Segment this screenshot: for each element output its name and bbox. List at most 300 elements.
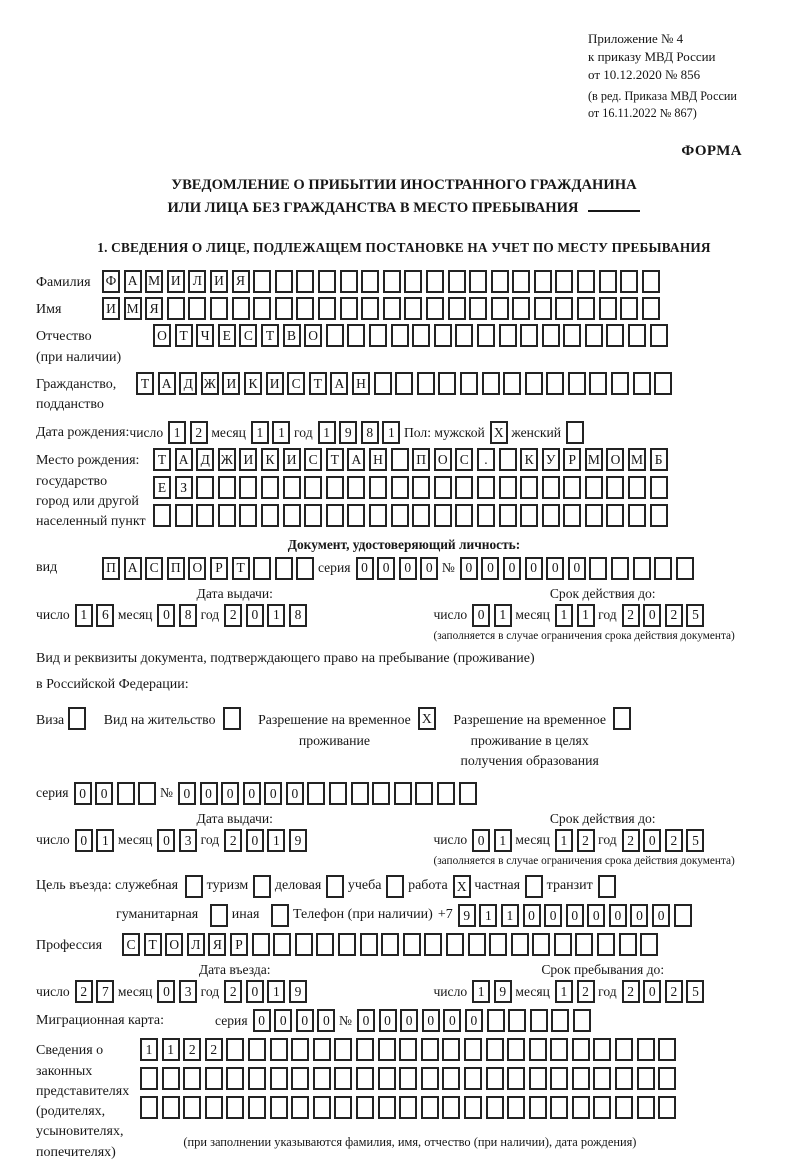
char-box[interactable]	[551, 1009, 569, 1032]
char-box[interactable]	[399, 1096, 417, 1119]
char-box[interactable]	[378, 1067, 396, 1090]
char-box[interactable]	[291, 1067, 309, 1090]
char-box[interactable]	[620, 297, 638, 320]
char-box[interactable]	[637, 1067, 655, 1090]
private-checkbox[interactable]	[525, 875, 543, 898]
char-box[interactable]	[347, 324, 365, 347]
char-box[interactable]	[340, 297, 358, 320]
char-box[interactable]	[534, 270, 552, 293]
char-box[interactable]	[340, 270, 358, 293]
char-box[interactable]	[412, 504, 430, 527]
char-box[interactable]	[417, 372, 435, 395]
char-box[interactable]: 0	[356, 557, 374, 580]
char-box[interactable]	[226, 1096, 244, 1119]
char-box[interactable]	[304, 476, 322, 499]
char-box[interactable]	[563, 476, 581, 499]
char-box[interactable]: 0	[243, 782, 261, 805]
char-box[interactable]: Е	[218, 324, 236, 347]
char-box[interactable]	[499, 448, 517, 471]
char-box[interactable]	[183, 1067, 201, 1090]
char-box[interactable]: 1	[96, 829, 114, 852]
char-box[interactable]	[628, 504, 646, 527]
char-box[interactable]	[550, 1096, 568, 1119]
study-checkbox[interactable]	[386, 875, 404, 898]
char-box[interactable]	[261, 476, 279, 499]
char-box[interactable]: Л	[188, 270, 206, 293]
official-checkbox[interactable]	[185, 875, 203, 898]
char-box[interactable]	[593, 1067, 611, 1090]
char-box[interactable]	[239, 476, 257, 499]
char-box[interactable]	[275, 270, 293, 293]
char-box[interactable]	[394, 782, 412, 805]
char-box[interactable]: 1	[318, 421, 336, 444]
char-box[interactable]: 0	[420, 557, 438, 580]
char-box[interactable]	[188, 297, 206, 320]
char-box[interactable]	[642, 270, 660, 293]
char-box[interactable]	[391, 324, 409, 347]
char-box[interactable]	[296, 270, 314, 293]
char-box[interactable]	[555, 297, 573, 320]
char-box[interactable]: 0	[422, 1009, 440, 1032]
char-box[interactable]: 0	[544, 904, 562, 927]
char-box[interactable]	[437, 782, 455, 805]
char-box[interactable]: 0	[246, 829, 264, 852]
char-box[interactable]: Т	[153, 448, 171, 471]
char-box[interactable]	[248, 1038, 266, 1061]
char-box[interactable]: 0	[587, 904, 605, 927]
char-box[interactable]: В	[283, 324, 301, 347]
char-box[interactable]: 2	[224, 829, 242, 852]
char-box[interactable]	[597, 933, 615, 956]
char-box[interactable]	[633, 372, 651, 395]
char-box[interactable]: 0	[221, 782, 239, 805]
char-box[interactable]	[658, 1067, 676, 1090]
char-box[interactable]: 9	[339, 421, 357, 444]
char-box[interactable]: 0	[200, 782, 218, 805]
char-box[interactable]: 0	[157, 604, 175, 627]
char-box[interactable]	[658, 1038, 676, 1061]
char-box[interactable]: Ч	[196, 324, 214, 347]
char-box[interactable]	[369, 324, 387, 347]
char-box[interactable]	[489, 933, 507, 956]
char-box[interactable]	[455, 324, 473, 347]
char-box[interactable]	[534, 297, 552, 320]
char-box[interactable]	[512, 270, 530, 293]
char-box[interactable]: Д	[179, 372, 197, 395]
char-box[interactable]	[658, 1096, 676, 1119]
char-box[interactable]	[650, 504, 668, 527]
char-box[interactable]	[611, 372, 629, 395]
char-box[interactable]	[542, 476, 560, 499]
char-box[interactable]	[585, 324, 603, 347]
char-box[interactable]	[491, 297, 509, 320]
char-box[interactable]	[507, 1067, 525, 1090]
transit-checkbox[interactable]	[598, 875, 616, 898]
char-box[interactable]	[248, 1067, 266, 1090]
char-box[interactable]	[356, 1067, 374, 1090]
char-box[interactable]	[378, 1038, 396, 1061]
char-box[interactable]	[253, 270, 271, 293]
char-box[interactable]: 0	[246, 604, 264, 627]
char-box[interactable]: О	[153, 324, 171, 347]
char-box[interactable]: 0	[643, 829, 661, 852]
char-box[interactable]	[226, 1067, 244, 1090]
char-box[interactable]	[383, 270, 401, 293]
char-box[interactable]: Р	[563, 448, 581, 471]
char-box[interactable]	[253, 297, 271, 320]
char-box[interactable]	[640, 933, 658, 956]
char-box[interactable]: П	[102, 557, 120, 580]
char-box[interactable]: 0	[460, 557, 478, 580]
char-box[interactable]: М	[124, 297, 142, 320]
char-box[interactable]	[218, 476, 236, 499]
char-box[interactable]: Я	[145, 297, 163, 320]
char-box[interactable]: П	[167, 557, 185, 580]
char-box[interactable]	[412, 476, 430, 499]
edu-permit-checkbox[interactable]	[613, 707, 631, 730]
char-box[interactable]	[283, 476, 301, 499]
char-box[interactable]	[615, 1096, 633, 1119]
char-box[interactable]	[606, 324, 624, 347]
char-box[interactable]	[334, 1067, 352, 1090]
char-box[interactable]	[442, 1067, 460, 1090]
char-box[interactable]	[542, 504, 560, 527]
char-box[interactable]	[426, 297, 444, 320]
char-box[interactable]: О	[606, 448, 624, 471]
char-box[interactable]	[421, 1067, 439, 1090]
char-box[interactable]: Н	[352, 372, 370, 395]
char-box[interactable]	[391, 476, 409, 499]
char-box[interactable]: 0	[253, 1009, 271, 1032]
char-box[interactable]: 2	[75, 980, 93, 1003]
char-box[interactable]	[448, 270, 466, 293]
char-box[interactable]: К	[261, 448, 279, 471]
char-box[interactable]	[577, 270, 595, 293]
char-box[interactable]: С	[304, 448, 322, 471]
char-box[interactable]	[491, 270, 509, 293]
char-box[interactable]: .	[477, 448, 495, 471]
char-box[interactable]	[577, 297, 595, 320]
char-box[interactable]: 1	[501, 904, 519, 927]
char-box[interactable]	[529, 1067, 547, 1090]
tourism-checkbox[interactable]	[253, 875, 271, 898]
char-box[interactable]: Т	[175, 324, 193, 347]
char-box[interactable]	[554, 933, 572, 956]
char-box[interactable]	[589, 557, 607, 580]
char-box[interactable]	[283, 504, 301, 527]
char-box[interactable]	[572, 1038, 590, 1061]
char-box[interactable]: И	[239, 448, 257, 471]
char-box[interactable]: 0	[472, 604, 490, 627]
char-box[interactable]	[153, 504, 171, 527]
char-box[interactable]	[383, 297, 401, 320]
char-box[interactable]	[674, 904, 692, 927]
char-box[interactable]	[503, 372, 521, 395]
char-box[interactable]: 1	[267, 604, 285, 627]
char-box[interactable]: 1	[577, 604, 595, 627]
char-box[interactable]: Б	[650, 448, 668, 471]
char-box[interactable]	[628, 324, 646, 347]
char-box[interactable]: 1	[272, 421, 290, 444]
char-box[interactable]: 0	[643, 980, 661, 1003]
char-box[interactable]: 1	[251, 421, 269, 444]
char-box[interactable]: 0	[178, 782, 196, 805]
char-box[interactable]: 9	[458, 904, 476, 927]
char-box[interactable]	[529, 1096, 547, 1119]
char-box[interactable]	[563, 324, 581, 347]
residence-permit-checkbox[interactable]	[223, 707, 241, 730]
char-box[interactable]	[585, 476, 603, 499]
char-box[interactable]: 0	[95, 782, 113, 805]
char-box[interactable]: 0	[566, 904, 584, 927]
char-box[interactable]: 0	[546, 557, 564, 580]
business-checkbox[interactable]	[326, 875, 344, 898]
char-box[interactable]: А	[330, 372, 348, 395]
char-box[interactable]	[520, 324, 538, 347]
char-box[interactable]	[434, 476, 452, 499]
char-box[interactable]	[329, 782, 347, 805]
char-box[interactable]	[464, 1038, 482, 1061]
char-box[interactable]	[593, 1096, 611, 1119]
char-box[interactable]	[361, 270, 379, 293]
char-box[interactable]: 0	[630, 904, 648, 927]
char-box[interactable]	[448, 297, 466, 320]
char-box[interactable]: А	[175, 448, 193, 471]
char-box[interactable]: 1	[479, 904, 497, 927]
char-box[interactable]: 0	[652, 904, 670, 927]
char-box[interactable]: 1	[75, 604, 93, 627]
char-box[interactable]: 0	[317, 1009, 335, 1032]
char-box[interactable]	[196, 476, 214, 499]
char-box[interactable]	[469, 270, 487, 293]
char-box[interactable]: 2	[224, 604, 242, 627]
char-box[interactable]: 0	[481, 557, 499, 580]
char-box[interactable]: Т	[326, 448, 344, 471]
char-box[interactable]: 3	[179, 980, 197, 1003]
char-box[interactable]	[482, 372, 500, 395]
char-box[interactable]	[459, 782, 477, 805]
char-box[interactable]: У	[542, 448, 560, 471]
char-box[interactable]: 2	[622, 604, 640, 627]
char-box[interactable]	[477, 324, 495, 347]
char-box[interactable]	[183, 1096, 201, 1119]
char-box[interactable]	[507, 1038, 525, 1061]
char-box[interactable]	[542, 324, 560, 347]
char-box[interactable]: Я	[232, 270, 250, 293]
char-box[interactable]: 1	[267, 980, 285, 1003]
char-box[interactable]	[585, 504, 603, 527]
char-box[interactable]: К	[244, 372, 262, 395]
char-box[interactable]	[381, 933, 399, 956]
char-box[interactable]: И	[283, 448, 301, 471]
char-box[interactable]: 0	[609, 904, 627, 927]
char-box[interactable]	[296, 297, 314, 320]
char-box[interactable]: 1	[555, 829, 573, 852]
char-box[interactable]: И	[266, 372, 284, 395]
char-box[interactable]	[611, 557, 629, 580]
char-box[interactable]	[606, 504, 624, 527]
char-box[interactable]: 0	[643, 604, 661, 627]
char-box[interactable]: 0	[465, 1009, 483, 1032]
char-box[interactable]	[446, 933, 464, 956]
char-box[interactable]: Н	[369, 448, 387, 471]
char-box[interactable]	[232, 297, 250, 320]
char-box[interactable]	[499, 476, 517, 499]
char-box[interactable]	[391, 448, 409, 471]
char-box[interactable]	[326, 324, 344, 347]
char-box[interactable]	[347, 476, 365, 499]
char-box[interactable]	[140, 1067, 158, 1090]
char-box[interactable]	[615, 1067, 633, 1090]
char-box[interactable]: Е	[153, 476, 171, 499]
char-box[interactable]	[434, 504, 452, 527]
char-box[interactable]: 0	[568, 557, 586, 580]
char-box[interactable]	[338, 933, 356, 956]
char-box[interactable]: 1	[472, 980, 490, 1003]
char-box[interactable]	[620, 270, 638, 293]
char-box[interactable]: Я	[208, 933, 226, 956]
char-box[interactable]	[442, 1038, 460, 1061]
char-box[interactable]: 2	[665, 604, 683, 627]
char-box[interactable]	[351, 782, 369, 805]
char-box[interactable]: 0	[399, 557, 417, 580]
char-box[interactable]: 0	[75, 829, 93, 852]
char-box[interactable]	[421, 1096, 439, 1119]
char-box[interactable]: 0	[503, 557, 521, 580]
char-box[interactable]	[530, 1009, 548, 1032]
char-box[interactable]	[568, 372, 586, 395]
char-box[interactable]: 1	[555, 980, 573, 1003]
char-box[interactable]: 2	[665, 980, 683, 1003]
char-box[interactable]	[487, 1009, 505, 1032]
char-box[interactable]	[117, 782, 135, 805]
char-box[interactable]: Д	[196, 448, 214, 471]
char-box[interactable]	[313, 1096, 331, 1119]
char-box[interactable]	[248, 1096, 266, 1119]
char-box[interactable]	[196, 504, 214, 527]
char-box[interactable]: 2	[224, 980, 242, 1003]
char-box[interactable]: 5	[686, 829, 704, 852]
char-box[interactable]: О	[188, 557, 206, 580]
char-box[interactable]	[162, 1096, 180, 1119]
char-box[interactable]: Т	[144, 933, 162, 956]
char-box[interactable]	[619, 933, 637, 956]
char-box[interactable]	[650, 324, 668, 347]
char-box[interactable]: З	[175, 476, 193, 499]
char-box[interactable]: И	[102, 297, 120, 320]
char-box[interactable]	[226, 1038, 244, 1061]
char-box[interactable]	[421, 1038, 439, 1061]
char-box[interactable]: 8	[289, 604, 307, 627]
char-box[interactable]: 1	[140, 1038, 158, 1061]
char-box[interactable]	[499, 504, 517, 527]
char-box[interactable]	[334, 1096, 352, 1119]
char-box[interactable]: М	[628, 448, 646, 471]
male-checkbox[interactable]: X	[490, 421, 508, 444]
char-box[interactable]	[391, 504, 409, 527]
char-box[interactable]	[572, 1067, 590, 1090]
char-box[interactable]: 2	[190, 421, 208, 444]
char-box[interactable]: 1	[267, 829, 285, 852]
char-box[interactable]: С	[122, 933, 140, 956]
char-box[interactable]: 2	[622, 980, 640, 1003]
char-box[interactable]: К	[520, 448, 538, 471]
char-box[interactable]: А	[158, 372, 176, 395]
char-box[interactable]	[654, 557, 672, 580]
char-box[interactable]	[615, 1038, 633, 1061]
char-box[interactable]: А	[347, 448, 365, 471]
char-box[interactable]	[270, 1067, 288, 1090]
char-box[interactable]	[167, 297, 185, 320]
char-box[interactable]	[633, 557, 651, 580]
char-box[interactable]	[275, 557, 293, 580]
char-box[interactable]: 0	[443, 1009, 461, 1032]
char-box[interactable]: 1	[382, 421, 400, 444]
char-box[interactable]	[395, 372, 413, 395]
char-box[interactable]	[369, 476, 387, 499]
char-box[interactable]: 0	[74, 782, 92, 805]
char-box[interactable]	[218, 504, 236, 527]
char-box[interactable]: И	[222, 372, 240, 395]
char-box[interactable]	[455, 504, 473, 527]
char-box[interactable]	[356, 1096, 374, 1119]
char-box[interactable]: 1	[168, 421, 186, 444]
char-box[interactable]	[599, 297, 617, 320]
char-box[interactable]	[399, 1038, 417, 1061]
char-box[interactable]: 2	[577, 829, 595, 852]
char-box[interactable]	[507, 1096, 525, 1119]
char-box[interactable]: 5	[686, 980, 704, 1003]
visa-checkbox[interactable]	[68, 707, 86, 730]
char-box[interactable]	[520, 504, 538, 527]
char-box[interactable]	[404, 270, 422, 293]
char-box[interactable]	[550, 1038, 568, 1061]
char-box[interactable]: 0	[400, 1009, 418, 1032]
char-box[interactable]	[508, 1009, 526, 1032]
char-box[interactable]: 5	[686, 604, 704, 627]
char-box[interactable]	[304, 504, 322, 527]
char-box[interactable]	[252, 933, 270, 956]
char-box[interactable]: Р	[230, 933, 248, 956]
char-box[interactable]	[593, 1038, 611, 1061]
char-box[interactable]	[360, 933, 378, 956]
char-box[interactable]	[307, 782, 325, 805]
char-box[interactable]	[295, 933, 313, 956]
char-box[interactable]	[460, 372, 478, 395]
char-box[interactable]	[273, 933, 291, 956]
char-box[interactable]: 8	[361, 421, 379, 444]
char-box[interactable]: Т	[136, 372, 154, 395]
char-box[interactable]	[434, 324, 452, 347]
char-box[interactable]	[291, 1038, 309, 1061]
char-box[interactable]	[404, 297, 422, 320]
char-box[interactable]	[140, 1096, 158, 1119]
char-box[interactable]	[313, 1067, 331, 1090]
char-box[interactable]	[175, 504, 193, 527]
char-box[interactable]: А	[124, 557, 142, 580]
char-box[interactable]	[210, 297, 228, 320]
char-box[interactable]: 0	[296, 1009, 314, 1032]
char-box[interactable]: С	[239, 324, 257, 347]
char-box[interactable]	[486, 1096, 504, 1119]
char-box[interactable]	[550, 1067, 568, 1090]
char-box[interactable]	[369, 504, 387, 527]
char-box[interactable]	[205, 1096, 223, 1119]
char-box[interactable]	[334, 1038, 352, 1061]
temp-permit-checkbox[interactable]: X	[418, 707, 436, 730]
char-box[interactable]	[316, 933, 334, 956]
char-box[interactable]: 2	[183, 1038, 201, 1061]
